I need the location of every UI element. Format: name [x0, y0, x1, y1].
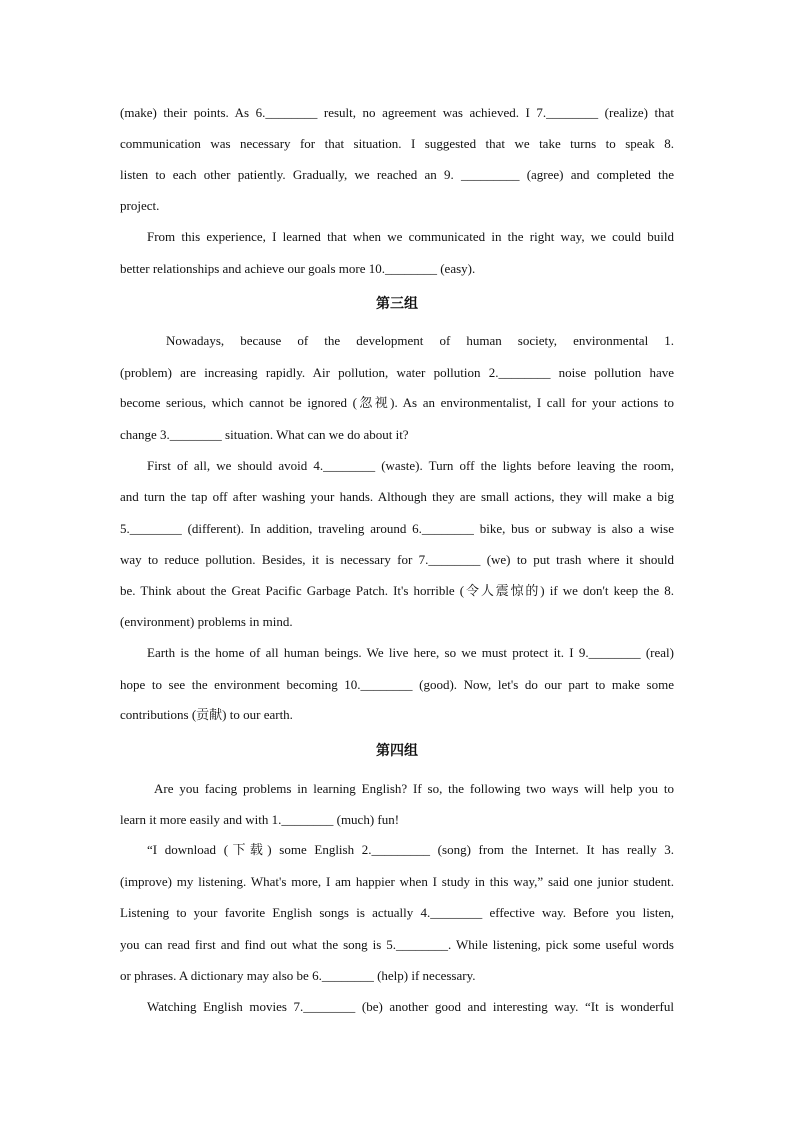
text-line: you can read first and find out what the song is 5.________. While listening, pick some useful words — [120, 937, 674, 952]
text-line: (improve) my listening. What's more, I am happier when I study in this way,” said one junior student. — [120, 874, 674, 889]
text-line: be. Think about the Great Pacific Garbage Patch. It's horrible (令人震惊的) if we don't keep the 8. — [120, 583, 674, 598]
text-line: contributions (贡献) to our earth. — [120, 707, 293, 722]
text-line: Listening to your favorite English songs is actually 4.________ effective way. Before you listen, — [120, 905, 674, 920]
text-line: (make) their points. As 6.________ result, no agreement was achieved. I 7.________ (realize) that — [120, 105, 674, 120]
text-line: change 3.________ situation. What can we do about it? — [120, 427, 409, 442]
text-line: Nowadays, because of the development of human society, environmental 1. — [166, 333, 674, 348]
text-line: (environment) problems in mind. — [120, 614, 293, 629]
text-line: communication was necessary for that situation. I suggested that we take turns to speak 8. — [120, 136, 674, 151]
text-line: 5.________ (different). In addition, traveling around 6.________ bike, bus or subway is also a wise — [120, 521, 674, 536]
section-heading: 第三组 — [376, 296, 418, 312]
text-line: way to reduce pollution. Besides, it is necessary for 7.________ (we) to put trash where it should — [120, 552, 674, 567]
text-line: learn it more easily and with 1.________ (much) fun! — [120, 812, 400, 827]
text-line: become serious, which cannot be ignored (忽视). As an environmentalist, I call for your actions to — [120, 395, 674, 410]
text-line: listen to each other patiently. Gradually, we reached an 9. _________ (agree) and completed the — [120, 167, 674, 182]
text-line: (problem) are increasing rapidly. Air pollution, water pollution 2.________ noise pollution have — [120, 365, 674, 380]
text-line: project. — [120, 198, 160, 213]
text-line: hope to see the environment becoming 10.________ (good). Now, let's do our part to make some — [120, 677, 674, 692]
text-line: or phrases. A dictionary may also be 6.________ (help) if necessary. — [120, 968, 476, 983]
text-line: Earth is the home of all human beings. We live here, so we must protect it. I 9.________ (real) — [147, 645, 674, 660]
text-line: Watching English movies 7.________ (be) another good and interesting way. “It is wonderful — [147, 999, 674, 1014]
text-line: Are you facing problems in learning English? If so, the following two ways will help you to — [154, 781, 674, 796]
section-heading: 第四组 — [376, 743, 418, 759]
text-line: and turn the tap off after washing your hands. Although they are small actions, they will make a big — [120, 489, 674, 504]
text-line: From this experience, I learned that when we communicated in the right way, we could build — [147, 229, 674, 244]
text-line: “I download (下载) some English 2._________ (song) from the Internet. It has really 3. — [147, 842, 674, 857]
text-line: First of all, we should avoid 4.________ (waste). Turn off the lights before leaving the room, — [147, 458, 674, 473]
text-line: better relationships and achieve our goals more 10.________ (easy). — [120, 261, 476, 276]
